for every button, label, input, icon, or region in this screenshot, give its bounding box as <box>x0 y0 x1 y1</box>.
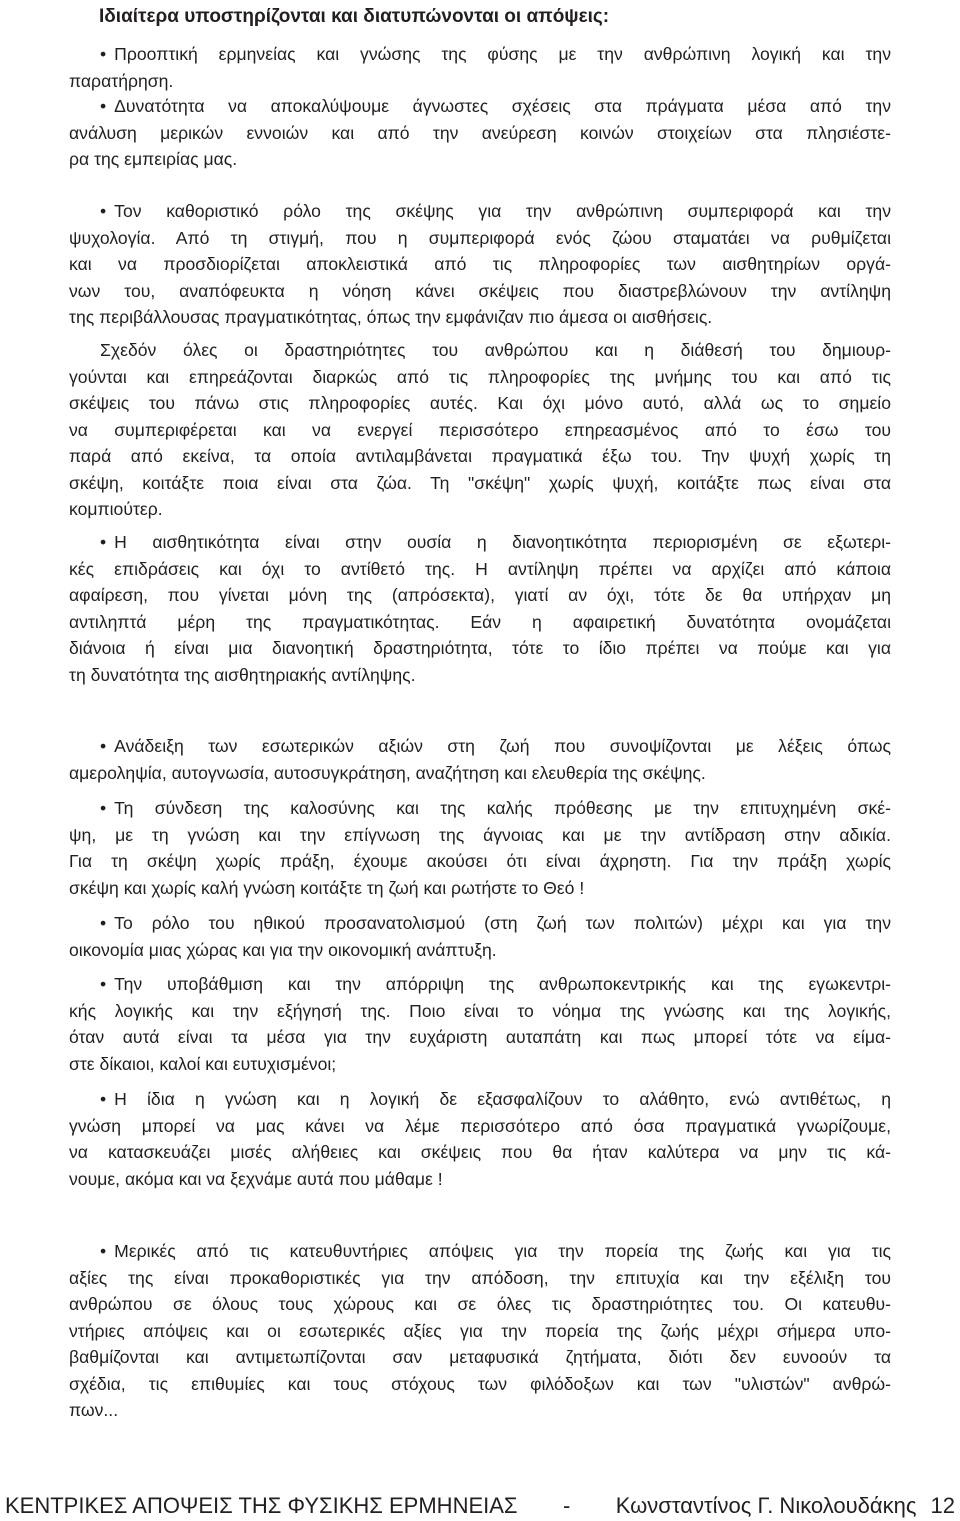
footer-author: Κωνσταντίνος Γ. Νικολουδάκης <box>615 1493 917 1518</box>
text-line <box>69 390 891 417</box>
text-line <box>69 662 891 689</box>
text-line <box>69 635 891 662</box>
line-text: κές επιδράσεις και όχι το αντίθετό της. Η αντίληψη πρέπει να αρχίζει από κάποια <box>69 558 891 579</box>
text-line <box>69 971 891 998</box>
text-line <box>69 910 891 937</box>
paragraph-block <box>69 733 891 786</box>
page-number: 12 <box>930 1493 955 1518</box>
paragraph-block <box>69 1238 891 1424</box>
line-text: ψυχολογία. Από τη στιγμή, που η συμπεριφορά ενός ζώου σταματάει να ρυθμίζεται <box>69 227 891 248</box>
paragraph-block <box>69 971 891 1077</box>
paragraph-block <box>69 795 891 901</box>
text-line <box>69 1166 891 1193</box>
line-text: ρα της εμπειρίας μας. <box>69 149 238 169</box>
text-line <box>69 582 891 609</box>
line-text: τη δυνατότητα της αισθητηριακής αντίληψης. <box>69 664 416 685</box>
bullet-icon: • <box>100 798 107 818</box>
line-text: της περιβάλλουσας πραγματικότητας, όπως την εμφάνιζαν πιο άμεσα οι αισθήσεις. <box>69 307 713 327</box>
text-line <box>69 556 891 583</box>
paragraph-block <box>69 198 891 331</box>
text-line <box>69 1113 891 1140</box>
text-line <box>69 93 891 120</box>
text-line <box>69 225 891 252</box>
footer-separator: - <box>562 1493 571 1518</box>
text-line <box>69 609 891 636</box>
line-text: Σχεδόν όλες οι δραστηριότητες του ανθρώπου και η διάθεσή του δημιουρ- <box>100 340 891 360</box>
text-line <box>69 998 891 1025</box>
paragraph-block <box>69 529 891 688</box>
line-text: παρατήρηση. <box>69 70 174 91</box>
line-text: αφαίρεση, που γίνεται μόνη της (απρόσεκτα), γιατί αν όχι, τότε δε θα υπήρχαν μη <box>69 585 891 605</box>
text-line <box>69 364 891 391</box>
text-line <box>69 470 891 497</box>
text-line <box>69 1291 891 1318</box>
line-text: διάνοια ή είναι μια διανοητική δραστηριότητα, τότε το ίδιο πρέπει να πούμε και για <box>69 638 891 658</box>
line-text: σκέψεις του πάνω στις πληροφορίες αυτές. Και όχι μόνο αυτό, αλλά ως το σημείο <box>69 393 891 413</box>
text-line <box>69 1397 891 1424</box>
text-line <box>69 278 891 305</box>
line-text: νουμε, ακόμα και να ξεχνάμε αυτά που μάθαμε ! <box>69 1168 443 1189</box>
paragraph-block <box>69 1086 891 1192</box>
line-text: να κατασκευάζει μισές αλήθειες και σκέψεις που θα ήταν καλύτερα να μην τις κά- <box>69 1142 891 1162</box>
page-footer <box>5 1491 955 1521</box>
line-text: πων... <box>69 1400 119 1420</box>
text-line <box>69 1238 891 1265</box>
paragraph-block <box>69 93 891 173</box>
line-text: να συμπεριφέρεται και να ενεργεί περισσότερο επηρεασμένος από το έσω του <box>69 419 891 440</box>
bullet-icon: • <box>100 44 107 64</box>
line-text: αμεροληψία, αυτογνωσία, αυτοσυγκράτηση, αναζήτηση και ελευθερία της σκέψης. <box>69 762 706 783</box>
text-line <box>69 1371 891 1398</box>
text-line <box>69 1344 891 1371</box>
line-text: Μερικές από τις κατευθυντήριες απόψεις για την πορεία της ζωής και για τις <box>114 1241 891 1261</box>
text-line <box>69 848 891 875</box>
line-text: ψη, με τη γνώση και την επίγνωση της άγνοιας και με την αντίδραση στην αδικία. <box>69 824 891 845</box>
bullet-icon: • <box>100 913 107 933</box>
line-text: γούνται και επηρεάζονται διαρκώς από τις πληροφορίες της μνήμης του και από τις <box>69 366 891 387</box>
text-line <box>69 937 891 964</box>
line-text: σκέψη και χωρίς καλή γνώση κοιτάξτε τη ζωή και ρωτήστε το Θεό ! <box>69 877 585 898</box>
line-text: οικονομία μιας χώρας και για την οικονομική ανάπτυξη. <box>69 939 497 960</box>
bullet-icon: • <box>100 201 107 221</box>
line-text: Ανάδειξη των εσωτερικών αξιών στη ζωή που συνοψίζονται με λέξεις όπως <box>114 736 891 756</box>
line-text: Προοπτική ερμηνείας και γνώσης της φύσης με την ανθρώπινη λογική και την <box>114 44 891 64</box>
text-line <box>69 68 891 95</box>
text-line <box>69 733 891 760</box>
text-line <box>69 795 891 822</box>
text-line <box>69 760 891 787</box>
text-line <box>69 1024 891 1051</box>
text-line <box>69 1051 891 1078</box>
text-line <box>69 529 891 556</box>
line-text: Την υποβάθμιση και την απόρριψη της ανθρωποκεντρικής και της εγωκεντρι- <box>114 974 891 994</box>
line-text: όταν αυτά είναι τα μέσα για την ευχάριστη αυταπάτη και πως μπορεί τότε να είμα- <box>69 1027 891 1047</box>
bullet-icon: • <box>100 1241 107 1261</box>
text-line <box>69 1265 891 1292</box>
text-line <box>69 146 891 173</box>
line-text: αντιληπτά μέρη της πραγματικότητας. Εάν η αφαιρετική δυνατότητα ονομάζεται <box>69 611 891 632</box>
line-text: σχέδια, τις επιθυμίες και τους στόχους των φιλόδοξων και των "υλιστών" ανθρώ- <box>69 1373 891 1394</box>
text-line <box>69 304 891 331</box>
paragraph-block <box>69 910 891 963</box>
text-line <box>69 822 891 849</box>
footer-right <box>616 1491 955 1521</box>
line-text: στε δίκαιοι, καλοί και ευτυχισμένοι; <box>69 1053 337 1074</box>
line-text: και να προσδιορίζεται αποκλειστικά από τις πληροφορίες των αισθητηρίων οργά- <box>69 254 891 274</box>
line-text: Τη σύνδεση της καλοσύνης και της καλής πρόθεσης με την επιτυχημένη σκέ- <box>114 798 891 818</box>
line-text: κής λογικής και την εξήγησή της. Ποιο είναι το νόημα της γνώσης και της λογικής, <box>69 1000 891 1021</box>
paragraph-block <box>69 41 891 94</box>
text-line <box>69 1086 891 1113</box>
line-text: αξίες της είναι προκαθοριστικές για την απόδοση, την επιτυχία και την εξέλιξη του <box>69 1267 891 1288</box>
text-line <box>69 198 891 225</box>
text-line <box>69 1318 891 1345</box>
text-line <box>69 496 891 523</box>
line-text: κομπιούτερ. <box>69 499 163 519</box>
bullet-icon: • <box>100 96 107 116</box>
footer-title: ΚΕΝΤΡΙΚΕΣ ΑΠΟΨΕΙΣ ΤΗΣ ΦΥΣΙΚΗΣ ΕΡΜΗΝΕΙΑΣ <box>5 1493 518 1518</box>
line-text: ανθρώπου σε όλους τους χώρους και σε όλες τις δραστηριότητες του. Οι κατευθυ- <box>69 1294 891 1314</box>
line-text: γνώση μπορεί να μας κάνει να λέμε περισσότερο από όσα πραγματικά γνωρίζουμε, <box>69 1115 891 1136</box>
text-line <box>69 337 891 364</box>
text-line <box>69 443 891 470</box>
line-text: Δυνατότητα να αποκαλύψουμε άγνωστες σχέσεις στα πράγματα μέσα από την <box>114 96 891 116</box>
line-text: Για τη σκέψη χωρίς πράξη, έχουμε ακούσει ότι είναι άχρηστη. Για την πράξη χωρίς <box>69 851 891 871</box>
text-line <box>69 251 891 278</box>
line-text: Η αισθητικότητα είναι στην ουσία η διανοητικότητα περιορισμένη σε εξωτερι- <box>114 532 891 552</box>
text-line <box>69 120 891 147</box>
line-text: σκέψη, κοιτάξτε ποια είναι στα ζώα. Τη "σκέψη" χωρίς ψυχή, κοιτάξτε πως είναι στα <box>69 472 891 493</box>
text-line <box>69 1139 891 1166</box>
bullet-icon: • <box>100 532 107 552</box>
line-text: Το ρόλο του ηθικού προσανατολισμού (στη ζωή των πολιτών) μέχρι και για την <box>114 913 891 933</box>
line-text: ντήριες απόψεις και οι εσωτερικές αξίες για την πορεία της ζωής μέχρι σήμερα υπο- <box>69 1320 891 1341</box>
line-text: Η ίδια η γνώση και η λογική δε εξασφαλίζουν το αλάθητο, ενώ αντιθέτως, η <box>114 1089 891 1109</box>
text-line <box>69 417 891 444</box>
bullet-icon: • <box>100 736 107 756</box>
line-text: νων του, αναπόφευκτα η νόηση κάνει σκέψεις που διαστρεβλώνουν την αντίληψη <box>69 280 891 301</box>
line-text: Τον καθοριστικό ρόλο της σκέψης για την ανθρώπινη συμπεριφορά και την <box>114 201 891 221</box>
bullet-icon: • <box>100 974 107 994</box>
bullet-icon: • <box>100 1089 107 1109</box>
text-line <box>69 875 891 902</box>
line-text: βαθμίζονται και αντιμετωπίζονται σαν μεταφυσικά ζητήματα, διότι δεν ευνοούν τα <box>69 1347 891 1367</box>
paragraph-block <box>69 337 891 523</box>
line-text: παρά από εκείνα, τα οποία αντιλαμβάνεται πραγματικά έξω του. Την ψυχή χωρίς τη <box>69 446 891 466</box>
line-text: ανάλυση μερικών εννοιών και από την ανεύρεση κοινών στοιχείων στα πλησιέστε- <box>69 122 891 143</box>
section-heading: Ιδιαίτερα υποστηρίζονται και διατυπώνονται οι απόψεις: <box>99 6 610 27</box>
text-line <box>69 41 891 68</box>
